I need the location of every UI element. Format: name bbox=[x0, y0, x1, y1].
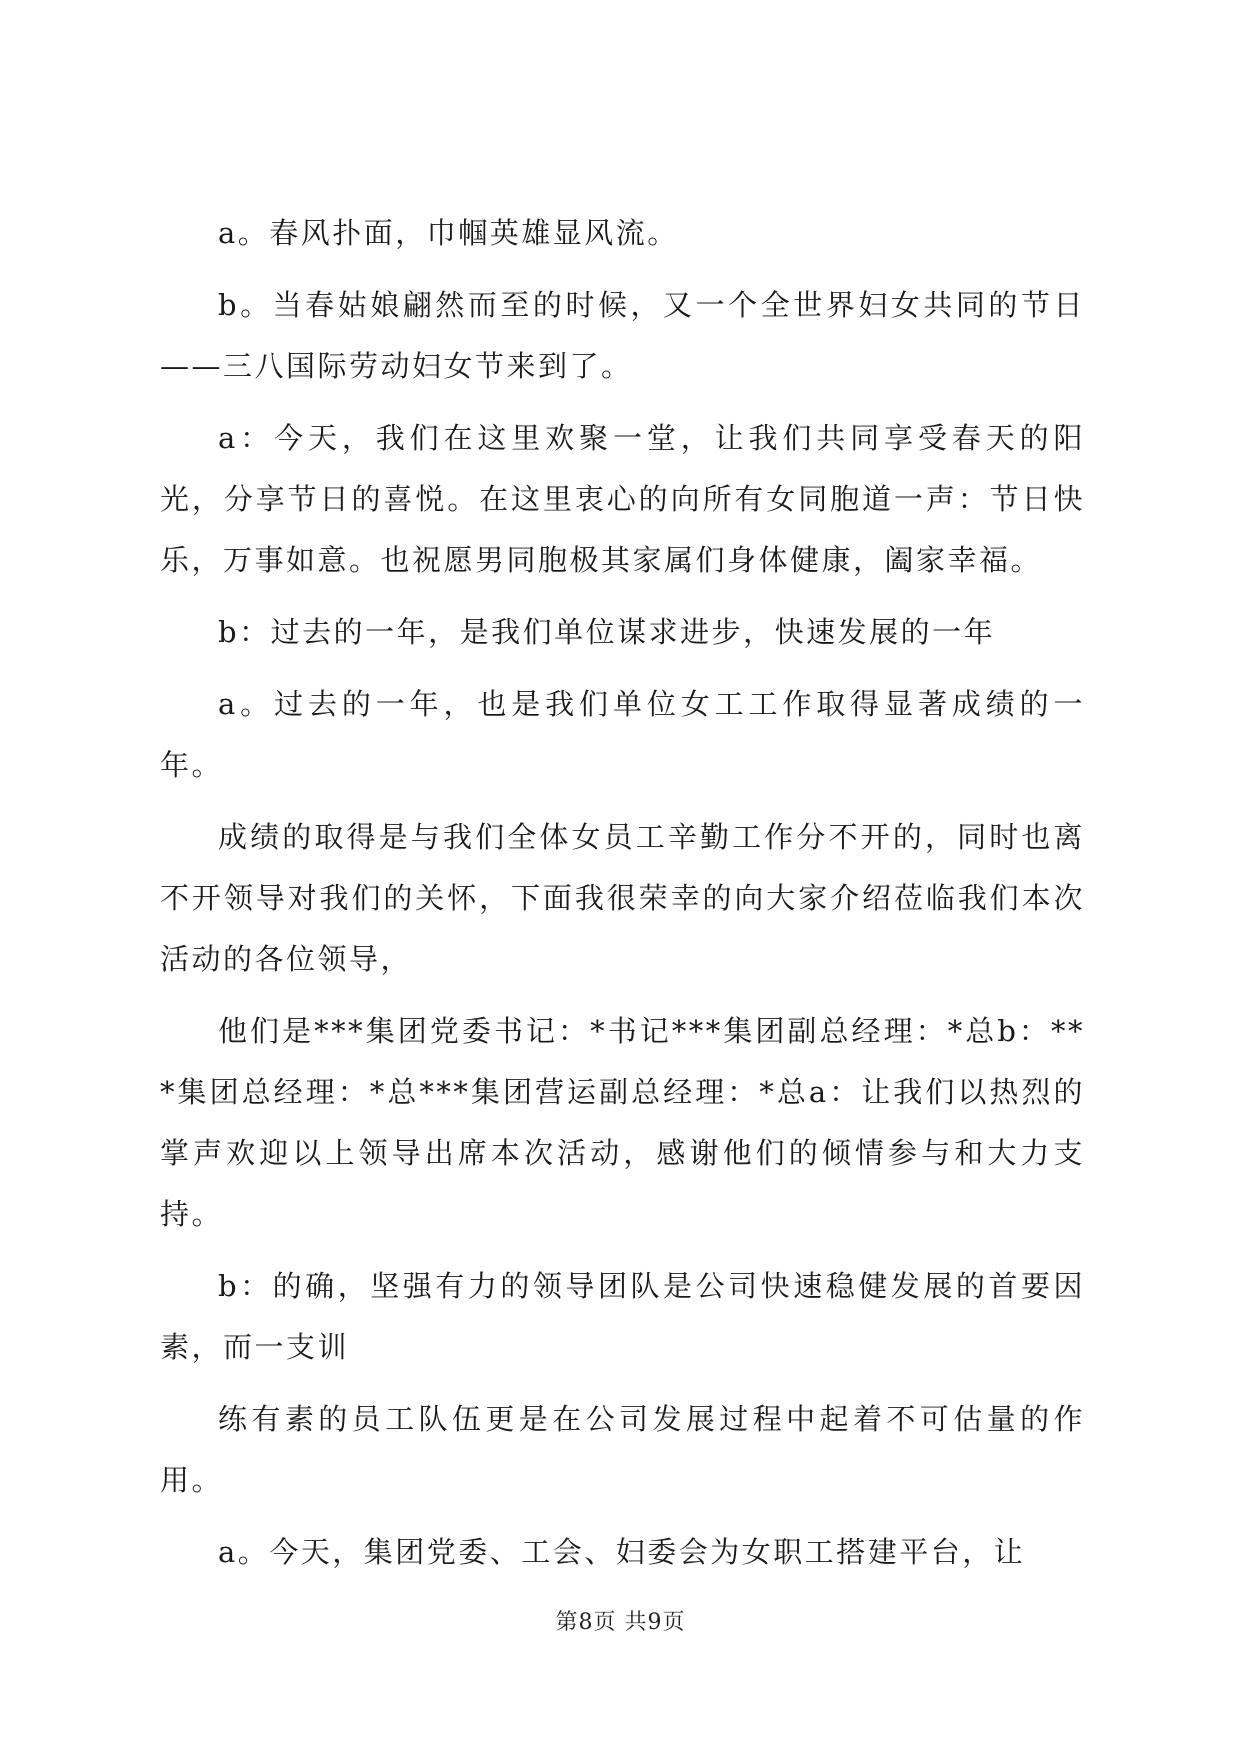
paragraph-10: a。今天，集团党委、工会、妇委会为女职工搭建平台，让 bbox=[218, 1535, 1026, 1569]
paragraph-7: 他们是***集团党委书记：*书记***集团副总经理：*总b：***集团总经理：*总***集团营运副总经理：*总a：让我们以热烈的掌声欢迎以上领导出席本次活动，感谢他们的倾情参与和大力支持。 bbox=[160, 1014, 1085, 1231]
paragraph-1: a。春风扑面，巾帼英雄显风流。 bbox=[218, 216, 679, 250]
paragraph-5: a。过去的一年，也是我们单位女工工作取得显著成绩的一年。 bbox=[160, 687, 1085, 782]
paragraph-9: 练有素的员工队伍更是在公司发展过程中起着不可估量的作用。 bbox=[160, 1402, 1085, 1497]
paragraph-2: b。当春姑娘翩然而至的时候，又一个全世界妇女共同的节日——三八国际劳动妇女节来到了。 bbox=[160, 288, 1085, 383]
paragraph-8: b：的确，坚强有力的领导团队是公司快速稳健发展的首要因素，而一支训 bbox=[160, 1269, 1085, 1364]
paragraph-4: b：过去的一年，是我们单位谋求进步，快速发展的一年 bbox=[218, 615, 996, 649]
page-number-footer: 第8页 共9页 bbox=[555, 1610, 686, 1635]
paragraph-3: a：今天，我们在这里欢聚一堂，让我们共同享受春天的阳光，分享节日的喜悦。在这里衷心的向所有女同胞道一声：节日快乐，万事如意。也祝愿男同胞极其家属们身体健康，阖家幸福。 bbox=[160, 421, 1085, 577]
document-body bbox=[160, 203, 1085, 1594]
paragraph-6: 成绩的取得是与我们全体女员工辛勤工作分不开的，同时也离不开领导对我们的关怀，下面我很荣幸的向大家介绍莅临我们本次活动的各位领导， bbox=[160, 820, 1085, 976]
